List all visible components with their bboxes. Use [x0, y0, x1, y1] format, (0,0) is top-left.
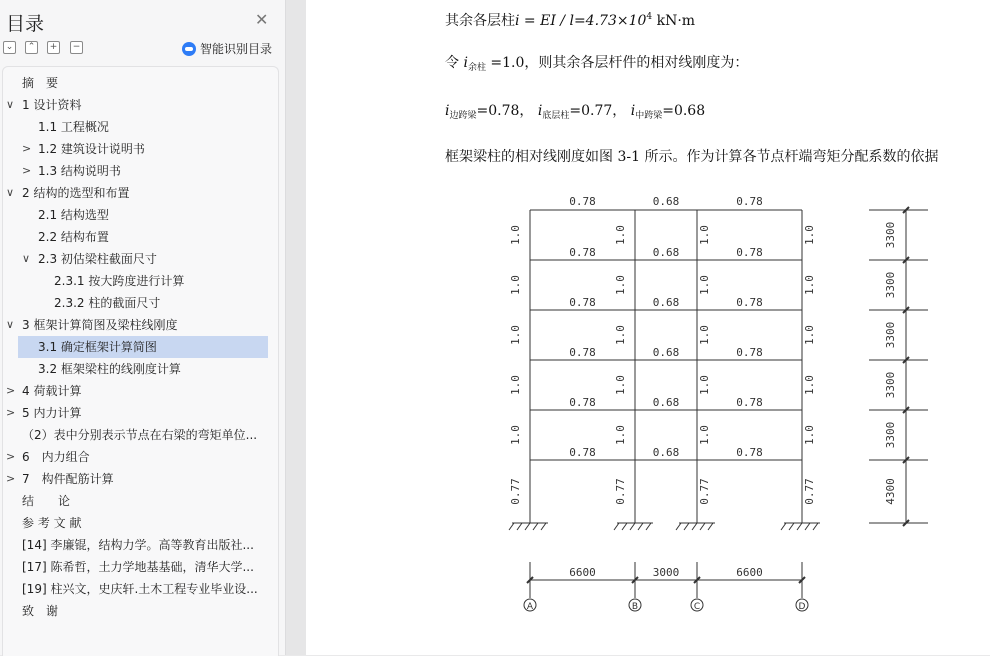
toc-item[interactable] — [0, 138, 268, 160]
toc-item-label: 1.2 建筑设计说明书 — [38, 142, 145, 156]
story-height-label: 4300 — [884, 478, 897, 505]
toc-item-label: 3.1 确定框架计算简图 — [38, 340, 157, 354]
column-stiffness-label: 1.0 — [509, 325, 522, 345]
toc-item[interactable] — [0, 446, 268, 468]
toc-item-label: [19] 柱兴文，史庆轩.土木工程专业毕业设... — [22, 582, 258, 596]
toc-item-label: 致 谢 — [22, 604, 59, 618]
toc-item[interactable] — [0, 578, 268, 600]
beam-stiffness-label: 0.68 — [652, 446, 680, 459]
text-line-4: 框架梁柱的相对线刚度如图 3-1 所示。作为计算各节点杆端弯矩分配系数的依据 — [445, 149, 939, 165]
toc-item[interactable] — [0, 94, 268, 116]
support-hatch — [622, 523, 627, 530]
support-hatch — [509, 523, 514, 530]
frame-diagram — [491, 188, 931, 623]
story-height-label: 3300 — [884, 321, 897, 349]
line1-unit: kN·m — [652, 13, 696, 29]
line3-symbol: i — [445, 103, 450, 119]
beam-stiffness-label: 0.78 — [569, 296, 596, 309]
axis-label: C — [693, 602, 701, 612]
beam-stiffness-label: 0.78 — [569, 195, 596, 208]
column-stiffness-label: 1.0 — [803, 425, 816, 445]
column-stiffness-label: 1.0 — [698, 375, 711, 395]
toc-item[interactable] — [0, 600, 268, 622]
toc-item[interactable] — [0, 534, 268, 556]
column-stiffness-label: 0.77 — [509, 478, 522, 505]
chevron-right-icon[interactable]: > — [6, 472, 16, 485]
text-line-1 — [445, 10, 695, 30]
chevron-down-icon[interactable]: ∨ — [22, 252, 31, 265]
beam-stiffness-label: 0.78 — [736, 296, 763, 309]
document-margin — [286, 0, 306, 655]
column-stiffness-label: 1.0 — [509, 425, 522, 445]
toc-item-label: 参 考 文 献 — [22, 516, 82, 530]
column-stiffness-label: 1.0 — [509, 275, 522, 295]
toc-item-label: 1 设计资料 — [22, 98, 82, 112]
document-page — [306, 0, 990, 655]
support-hatch — [781, 523, 786, 530]
column-stiffness-label: 0.77 — [698, 478, 711, 505]
toc-item[interactable] — [0, 248, 268, 270]
beam-stiffness-label: 0.68 — [652, 195, 680, 208]
line3-subscript: 边跨梁 — [449, 111, 477, 121]
line3-value: =0.68 — [662, 103, 706, 119]
toc-item-label: 结 论 — [22, 494, 71, 508]
toc-item[interactable] — [0, 468, 268, 490]
toc-item-label: 5 内力计算 — [22, 406, 82, 420]
remove-entry-icon[interactable]: − — [70, 41, 83, 54]
toc-item[interactable] — [0, 270, 268, 292]
axis-label: D — [798, 602, 806, 612]
toc-item[interactable] — [0, 490, 268, 512]
beam-stiffness-label: 0.78 — [736, 446, 763, 459]
add-entry-icon[interactable]: + — [47, 41, 60, 54]
support-hatch — [789, 523, 794, 530]
chevron-right-icon[interactable]: > — [22, 164, 32, 177]
line1-formula: i = EI / l=4.73×10 — [515, 13, 647, 29]
toc-item-label: 2.3 初估梁柱截面尺寸 — [38, 252, 157, 266]
line2-rest: =1.0，则其余各层杆件的相对线刚度为： — [485, 55, 749, 71]
support-hatch — [805, 523, 810, 530]
chevron-down-icon[interactable]: ∨ — [6, 318, 15, 331]
column-stiffness-label: 1.0 — [698, 425, 711, 445]
beam-stiffness-label: 0.78 — [736, 246, 763, 259]
column-stiffness-label: 1.0 — [698, 325, 711, 345]
toc-item[interactable] — [0, 380, 268, 402]
line2-subscript: 余柱 — [467, 63, 486, 73]
span-length-label: 3000 — [652, 566, 680, 579]
ai-icon — [182, 42, 196, 56]
story-height-label: 3300 — [884, 221, 897, 249]
beam-stiffness-label: 0.68 — [652, 296, 680, 309]
toc-item-label: 2.1 结构选型 — [38, 208, 109, 222]
smart-toc-label: 智能识别目录 — [200, 42, 273, 56]
text-line-2 — [445, 52, 748, 72]
support-hatch — [684, 523, 689, 530]
beam-stiffness-label: 0.78 — [569, 246, 596, 259]
toc-item[interactable] — [0, 72, 268, 94]
toc-item-label: 1.1 工程概况 — [38, 120, 109, 134]
toc-item-label: 1.3 结构说明书 — [38, 164, 121, 178]
line1-exponent: 4 — [646, 12, 653, 22]
close-icon[interactable]: ✕ — [255, 10, 269, 29]
beam-stiffness-label: 0.78 — [736, 396, 763, 409]
axis-label: B — [631, 602, 639, 612]
toc-item-label: 7 构件配筋计算 — [22, 472, 114, 486]
line3-symbol: i — [537, 103, 543, 119]
chevron-right-icon[interactable]: > — [22, 142, 32, 155]
support-hatch — [797, 523, 802, 530]
toc-item[interactable] — [0, 402, 268, 424]
column-stiffness-label: 1.0 — [803, 275, 816, 295]
axis-label: A — [526, 602, 534, 612]
beam-stiffness-label: 0.68 — [652, 346, 680, 359]
span-length-label: 6600 — [736, 566, 763, 579]
support-hatch — [646, 523, 651, 530]
toc-item-label: 摘 要 — [22, 76, 59, 90]
toc-item[interactable] — [0, 314, 268, 336]
toc-item-label: 2.3.2 柱的截面尺寸 — [54, 296, 161, 310]
toc-item[interactable] — [18, 336, 268, 358]
toc-item-label: 3 框架计算简图及梁柱线刚度 — [22, 318, 178, 332]
column-stiffness-label: 1.0 — [614, 275, 627, 295]
toc-item[interactable] — [0, 182, 268, 204]
toc-title: 目录 — [6, 13, 45, 35]
toc-item-label: 2.3.1 按大跨度进行计算 — [54, 274, 185, 288]
beam-stiffness-label: 0.68 — [652, 396, 680, 409]
column-stiffness-label: 0.77 — [614, 478, 627, 505]
column-stiffness-label: 1.0 — [803, 375, 816, 395]
support-hatch — [525, 523, 530, 530]
support-hatch — [700, 523, 705, 530]
column-stiffness-label: 1.0 — [698, 275, 711, 295]
support-hatch — [614, 523, 619, 530]
line1-prefix: 其余各层柱 — [445, 13, 515, 29]
toc-sidebar — [0, 0, 286, 655]
toc-item[interactable] — [0, 204, 268, 226]
chevron-down-icon[interactable]: ∨ — [6, 98, 15, 111]
toc-item-label: [17] 陈希哲，土力学地基基础，清华大学... — [22, 560, 254, 574]
beam-stiffness-label: 0.78 — [736, 195, 763, 208]
toc-item-label: 2.2 结构布置 — [38, 230, 109, 244]
column-stiffness-label: 1.0 — [614, 375, 627, 395]
line3-symbol: i — [630, 103, 636, 119]
chevron-right-icon[interactable]: > — [6, 406, 16, 419]
column-stiffness-label: 1.0 — [614, 325, 627, 345]
toc-item[interactable] — [0, 556, 268, 578]
beam-stiffness-label: 0.78 — [736, 346, 763, 359]
toc-item-label: [14] 李廉锟，结构力学。高等教育出版社... — [22, 538, 254, 552]
beam-stiffness-label: 0.68 — [652, 246, 680, 259]
text-line-3 — [445, 100, 705, 120]
toc-item[interactable] — [0, 160, 268, 182]
column-stiffness-label: 0.77 — [803, 478, 816, 505]
story-height-label: 3300 — [884, 271, 897, 299]
line3-subscript: 中跨梁 — [635, 111, 663, 121]
support-hatch — [541, 523, 546, 530]
column-stiffness-label: 1.0 — [614, 425, 627, 445]
column-stiffness-label: 1.0 — [509, 375, 522, 395]
story-height-label: 3300 — [884, 421, 897, 449]
line2-symbol: i — [463, 55, 468, 71]
support-hatch — [517, 523, 522, 530]
support-hatch — [630, 523, 635, 530]
toc-item[interactable] — [0, 424, 268, 446]
support-hatch — [676, 523, 681, 530]
column-stiffness-label: 1.0 — [698, 225, 711, 245]
toc-item-label: 2 结构的选型和布置 — [22, 186, 130, 200]
support-hatch — [638, 523, 643, 530]
support-hatch — [692, 523, 697, 530]
column-stiffness-label: 1.0 — [803, 325, 816, 345]
toc-item[interactable] — [0, 116, 268, 138]
beam-stiffness-label: 0.78 — [569, 396, 596, 409]
support-hatch — [533, 523, 538, 530]
column-stiffness-label: 1.0 — [509, 225, 522, 245]
toc-item[interactable] — [0, 512, 268, 534]
line3-value: =0.77， — [569, 103, 627, 119]
line3-value: =0.78， — [476, 103, 534, 119]
chevron-right-icon[interactable]: > — [6, 384, 16, 397]
toc-item[interactable] — [0, 226, 268, 248]
support-hatch — [813, 523, 818, 530]
line2-prefix: 令 — [445, 55, 464, 71]
toc-item-label: 4 荷载计算 — [22, 384, 82, 398]
beam-stiffness-label: 0.78 — [569, 346, 596, 359]
column-stiffness-label: 1.0 — [614, 225, 627, 245]
toc-item-label: 6 内力组合 — [22, 450, 90, 464]
chevron-down-icon[interactable]: ∨ — [6, 186, 15, 199]
line3-subscript: 底层柱 — [542, 111, 570, 121]
beam-stiffness-label: 0.78 — [569, 446, 596, 459]
chevron-right-icon[interactable]: > — [6, 450, 16, 463]
toc-item[interactable] — [0, 292, 268, 314]
smart-toc-button[interactable] — [182, 40, 272, 57]
support-hatch — [708, 523, 713, 530]
expand-all-icon[interactable]: ⌄ — [3, 41, 16, 54]
story-height-label: 3300 — [884, 371, 897, 399]
toc-item[interactable] — [0, 358, 268, 380]
span-length-label: 6600 — [569, 566, 596, 579]
collapse-all-icon[interactable]: ⌃ — [25, 41, 38, 54]
column-stiffness-label: 1.0 — [803, 225, 816, 245]
toc-item-label: 3.2 框架梁柱的线刚度计算 — [38, 362, 181, 376]
toc-item-label: （2）表中分别表示节点在右梁的弯矩单位... — [22, 428, 258, 442]
